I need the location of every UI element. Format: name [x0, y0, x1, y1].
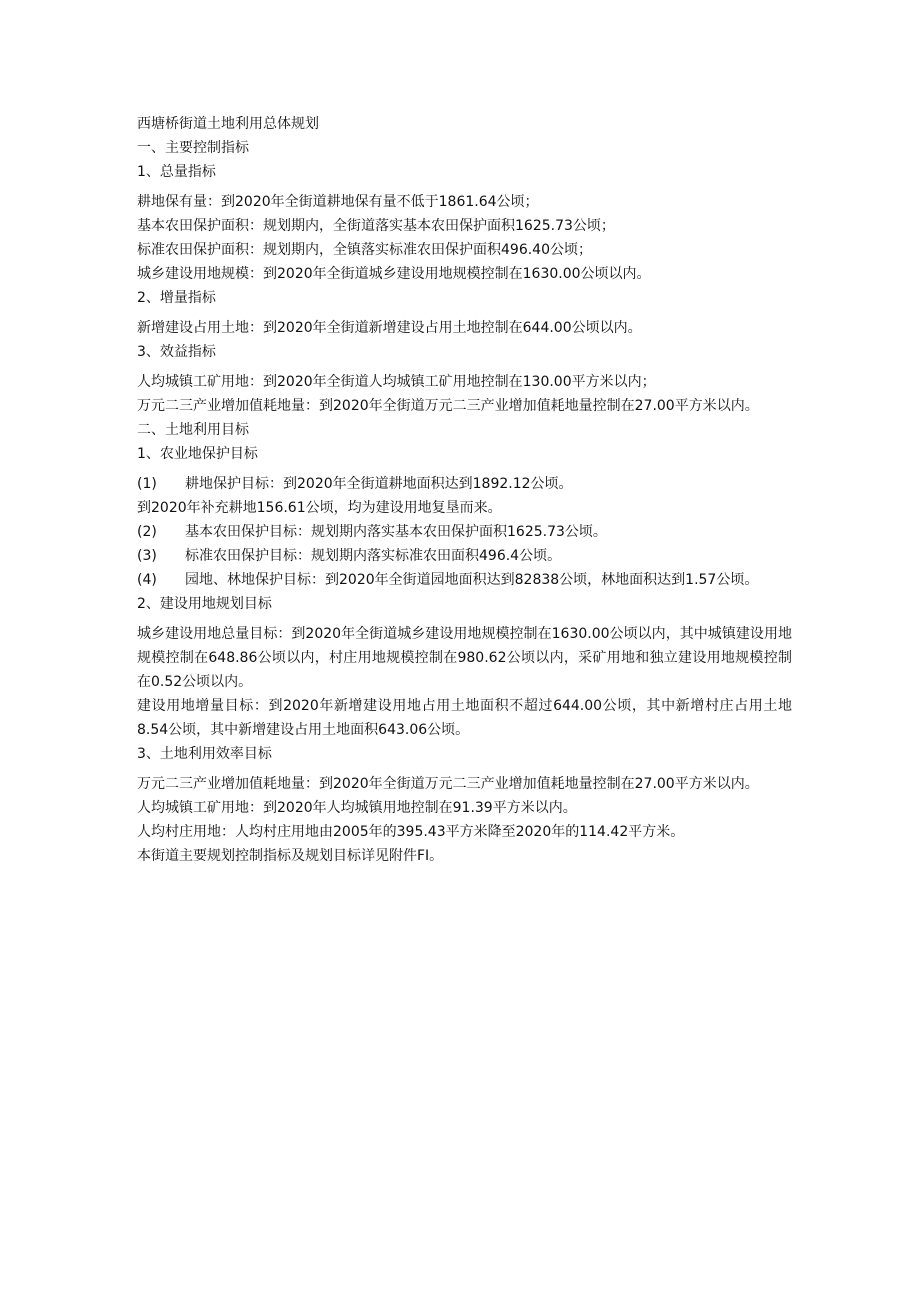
total-construction-land: 城乡建设用地规模：到2020年全街道城乡建设用地规模控制在1630.00公顷以内。: [137, 266, 651, 282]
benefit-per-capita-land: 人均城镇工矿用地：到2020年全街道人均城镇工矿用地控制在130.00平方米以内；: [137, 374, 656, 390]
benefit-land-per-output: 万元二三产业增加值耗地量：到2020年全街道万元二三产业增加值耗地量控制在27.00平方米以内。: [137, 398, 759, 414]
list-item: [137, 568, 792, 592]
document-title: 西塘桥街道土地利用总体规划: [137, 116, 319, 132]
increment-new-construction: 新增建设占用土地：到2020年全街道新增建设占用土地控制在644.00公顷以内。: [137, 320, 642, 336]
efficiency-per-capita-town: 人均城镇工矿用地：到2020年人均城镇用地控制在91.39平方米以内。: [137, 800, 577, 816]
list-item-text: 园地、林地保护目标：到2020年全街道园地面积达到82838公顷，林地面积达到1.57公顷。: [185, 572, 759, 588]
supplement-arable-land: 到2020年补充耕地156.61公顷，均为建设用地复垦而来。: [137, 500, 502, 516]
efficiency-per-capita-village: 人均村庄用地：人均村庄用地由2005年的395.43平方米降至2020年的114.42平方米。: [137, 824, 685, 840]
section-heading-land-use-targets: 二、土地利用目标: [137, 422, 249, 438]
list-item: [137, 544, 792, 568]
subheading-benefit-indicators: 3、效益指标: [137, 344, 216, 360]
document-page: [137, 112, 792, 868]
list-item: [137, 520, 792, 544]
total-basic-farmland: 基本农田保护面积：规划期内，全街道落实基本农田保护面积1625.73公顷；: [137, 218, 615, 234]
total-arable-land: 耕地保有量：到2020年全街道耕地保有量不低于1861.64公顷；: [137, 194, 539, 210]
list-item-number: (2): [137, 524, 157, 540]
subheading-efficiency-targets: 3、土地利用效率目标: [137, 746, 272, 762]
list-item-number: (4): [137, 572, 157, 588]
subheading-agricultural-protection: 1、农业地保护目标: [137, 446, 258, 462]
construction-total-target: 城乡建设用地总量目标：到2020年全街道城乡建设用地规模控制在1630.00公顷以内，其中城镇建设用地规模控制在648.86公顷以内，村庄用地规模控制在980.62公顷以内，采矿用地和独立建设用地规模控制在0.52公顷以内。: [137, 626, 792, 690]
list-item-text: 耕地保护目标：到2020年全街道耕地面积达到1892.12公顷。: [185, 476, 573, 492]
closing-note: 本街道主要规划控制指标及规划目标详见附件FI。: [137, 848, 444, 864]
list-item-text: 标准农田保护目标：规划期内落实标准农田面积496.4公顷。: [185, 548, 562, 564]
efficiency-land-per-output: 万元二三产业增加值耗地量：到2020年全街道万元二三产业增加值耗地量控制在27.00平方米以内。: [137, 776, 759, 792]
list-item: [137, 472, 792, 496]
construction-increment-target: 建设用地增量目标：到2020年新增建设用地占用土地面积不超过644.00公顷，其中新增村庄占用土地8.54公顷，其中新增建设占用土地面积643.06公顷。: [137, 698, 792, 738]
subheading-construction-targets: 2、建设用地规划目标: [137, 596, 272, 612]
subheading-increment-indicators: 2、增量指标: [137, 290, 216, 306]
section-heading-main-indicators: 一、主要控制指标: [137, 140, 249, 156]
list-item-number: (1): [137, 476, 157, 492]
subheading-total-indicators: 1、总量指标: [137, 164, 216, 180]
list-item-number: (3): [137, 548, 157, 564]
list-item-text: 基本农田保护目标：规划期内落实基本农田保护面积1625.73公顷。: [185, 524, 607, 540]
total-standard-farmland: 标准农田保护面积：规划期内，全镇落实标准农田保护面积496.40公顷；: [137, 242, 592, 258]
